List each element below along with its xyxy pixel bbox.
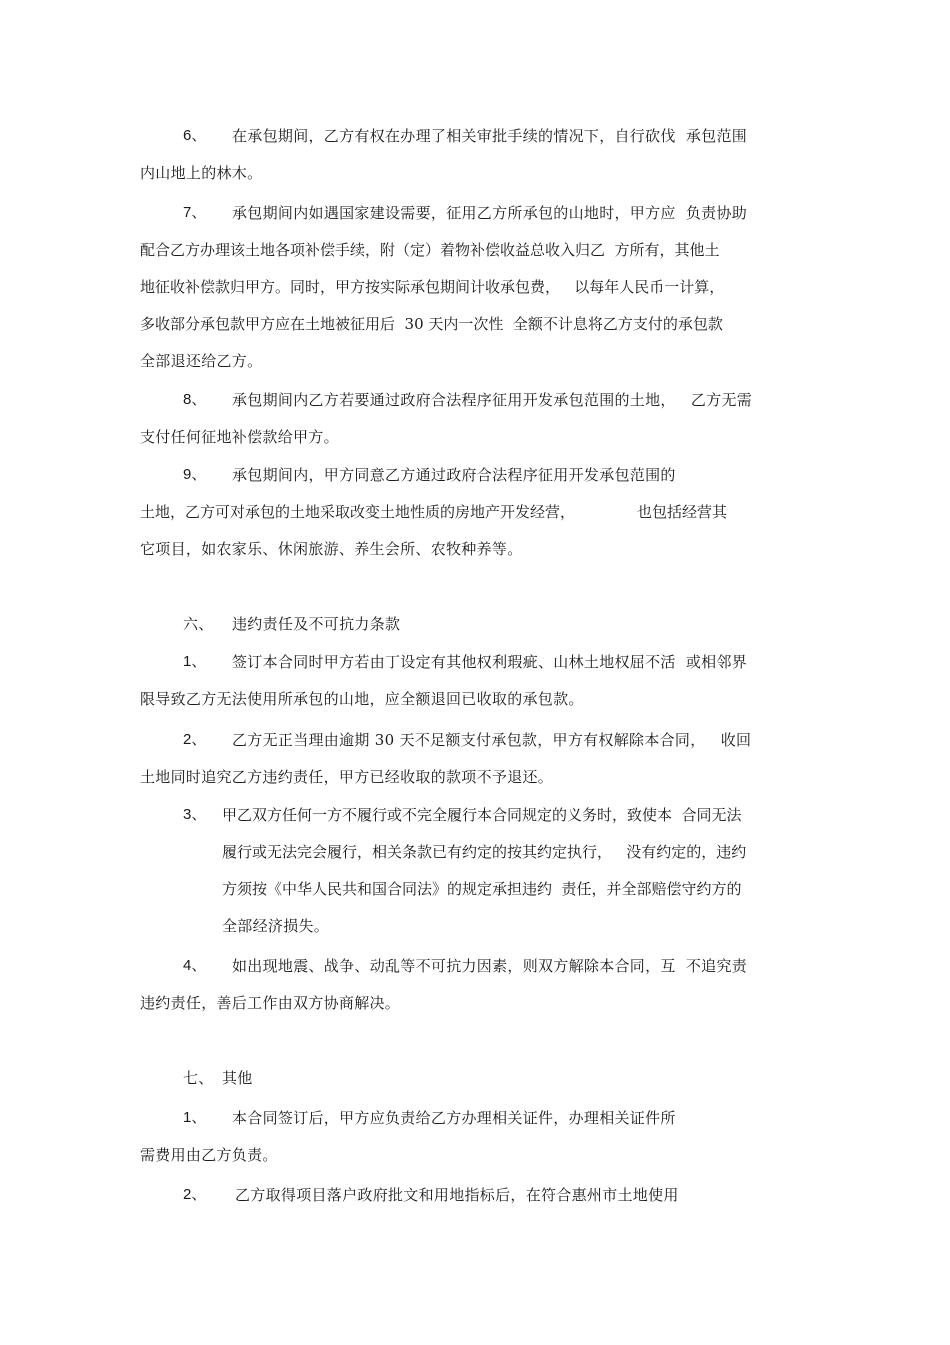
paragraph-line: 乙方取得项目落户政府批文和用地指标后，在符合惠州市土地使用 (235, 1186, 679, 1204)
clause-number: 6、 (183, 127, 207, 144)
paragraph-line: 它项目，如农家乐、休闲旅游、养生会所、农牧种养等。 (140, 540, 523, 558)
paragraph-line: 如出现地震、战争、动乱等不可抗力因素，则双方解除本合同，互 不追究责 (232, 957, 748, 975)
paragraph-line: 承包期间内，甲方同意乙方通过政府合法程序征用开发承包范围的 (232, 466, 676, 484)
paragraph-line: 在承包期间，乙方有权在办理了相关审批手续的情况下，自行砍伐 承包范围 (232, 127, 748, 145)
clause-number: 4、 (183, 957, 207, 974)
paragraph-line: 多收部分承包款甲方应在土地被征用后 30 天内一次性 全额不计息将乙方支付的承包款 (140, 315, 723, 333)
paragraph-line: 方须按《中华人民共和国合同法》的规定承担违约 责任，并全部赔偿守约方的 (222, 880, 742, 898)
paragraph-line: 承包期间内如遇国家建设需要，征用乙方所承包的山地时，甲方应 负责协助 (232, 204, 748, 222)
paragraph-line: 本合同签订后，甲方应负责给乙方办理相关证件，办理相关证件所 (232, 1109, 676, 1127)
paragraph-line: 全部退还给乙方。 (140, 352, 263, 370)
paragraph-line: 需费用由乙方负责。 (140, 1146, 278, 1164)
paragraph-line: 土地，乙方可对承包的土地采取改变土地性质的房地产开发经营， 也包括经营其 (140, 503, 727, 521)
paragraph-line: 签订本合同时甲方若由丁设定有其他权利瑕疵、山林土地权屈不活 或相邻界 (232, 653, 748, 671)
clause-number: 8、 (183, 391, 207, 408)
paragraph-line: 违约责任，善后工作由双方协商解决。 (140, 994, 401, 1012)
paragraph-line: 地征收补偿款归甲方。同时，甲方按实际承包期间计收承包费， 以每年人民币一计算， (140, 278, 725, 296)
clause-number: 7、 (183, 204, 207, 221)
clause-number: 2、 (183, 1186, 207, 1203)
paragraph-line: 土地同时追究乙方违约责任，甲方已经收取的款项不予退还。 (140, 768, 554, 786)
section-title: 其他 (222, 1069, 253, 1087)
paragraph-line: 乙方无正当理由逾期 30 天不足额支付承包款，甲方有权解除本合同， 收回 (232, 731, 752, 749)
paragraph-line: 限导致乙方无法使用所承包的山地，应全额退回已收取的承包款。 (140, 690, 584, 708)
section-number: 七、 (183, 1069, 214, 1087)
clause-number: 9、 (183, 466, 207, 483)
clause-number: 1、 (183, 1109, 207, 1126)
paragraph-line: 配合乙方办理该土地各项补偿手续，附（定）着物补偿收益总收入归乙 方所有，其他土 (140, 241, 720, 259)
paragraph-line: 甲乙双方任何一方不履行或不完全履行本合同规定的义务时，致使本 合同无法 (222, 806, 742, 824)
clause-number: 3、 (183, 806, 207, 823)
paragraph-line: 全部经济损失。 (222, 917, 330, 935)
clause-number: 1、 (183, 653, 207, 670)
paragraph-line: 内山地上的林木。 (140, 164, 263, 182)
section-title: 违约责任及不可抗力条款 (232, 615, 401, 633)
section-number: 六、 (183, 615, 214, 633)
paragraph-line: 承包期间内乙方若要通过政府合法程序征用开发承包范围的土地， 乙方无需 (232, 391, 753, 409)
clause-number: 2、 (183, 731, 207, 748)
paragraph-line: 支付任何征地补偿款给甲方。 (140, 428, 339, 446)
paragraph-line: 履行或无法完会履行，相关条款已有约定的按其约定执行， 没有约定的，违约 (222, 843, 747, 861)
